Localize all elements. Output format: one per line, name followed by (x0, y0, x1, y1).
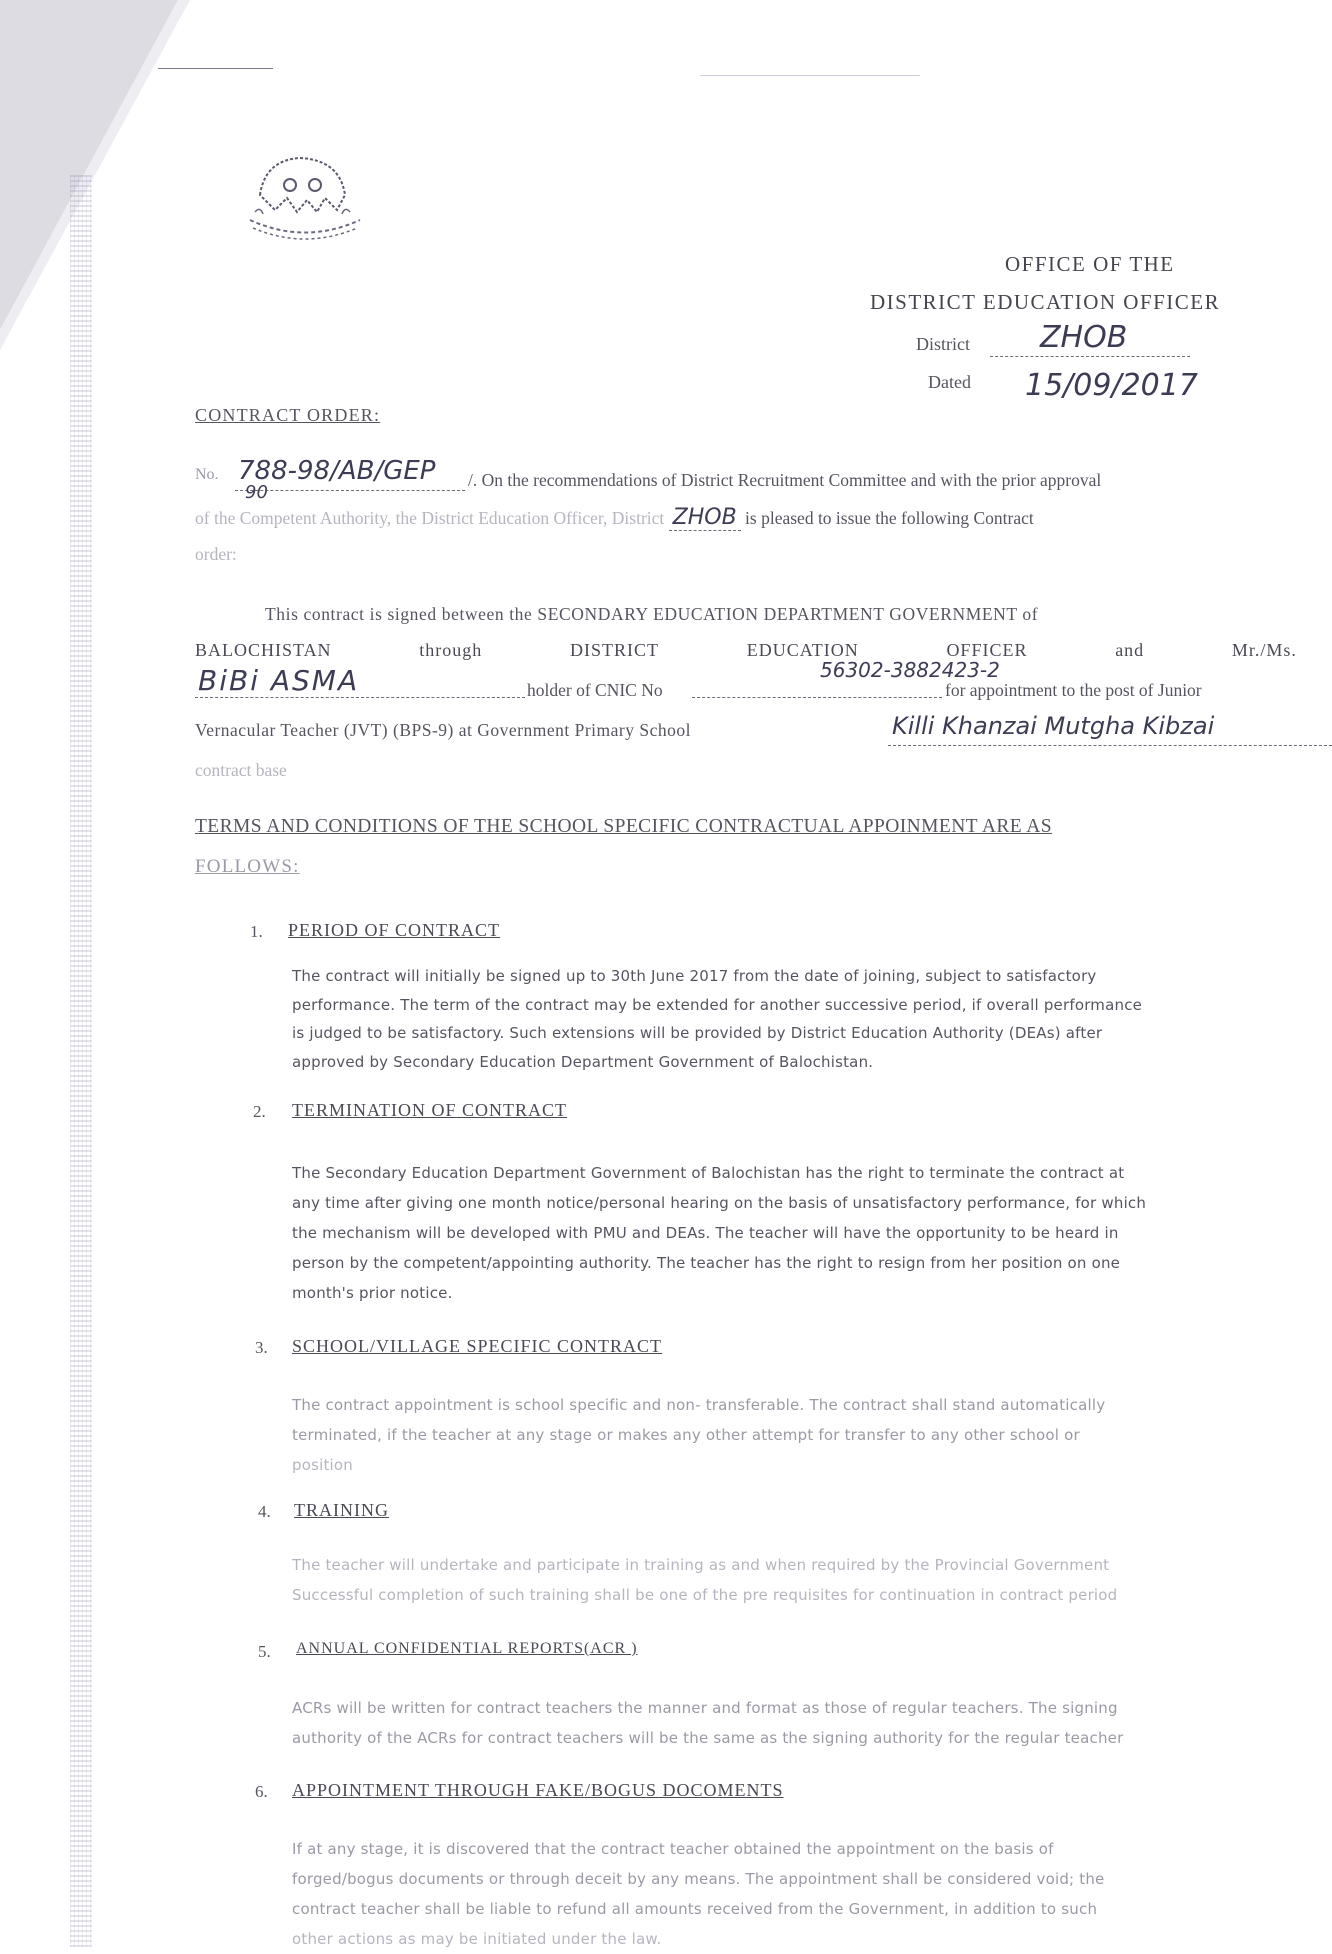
section-3-number: 3. (255, 1338, 268, 1357)
word-balochistan: BALOCHISTAN (195, 640, 332, 660)
section-5-line: authority of the ACRs for contract teachers will be the same as the signing authority for the regular teacher (292, 1729, 1124, 1747)
section-6-line: contract teacher shall be liable to refund all amounts received from the Government, in addition to such (292, 1900, 1098, 1918)
section-3-line: position (292, 1456, 354, 1474)
section-5-body (292, 1693, 1314, 1753)
section-3-body (292, 1390, 1314, 1480)
terms-heading-line1: TERMS AND CONDITIONS OF THE SCHOOL SPECIFIC CONTRACTUAL APPOINMENT ARE AS (195, 816, 1052, 837)
section-1-line: is judged to be satisfactory. Such extensions will be provided by District Education Authority (DEAs) after (292, 1024, 1103, 1042)
section-4-line: The teacher will undertake and participate in training as and when required by the Provincial Government (292, 1556, 1110, 1574)
intro-district-value: ZHOB (669, 505, 741, 531)
section-2-line: the mechanism will be developed with PMU and DEAs. The teacher will have the opportunity to be heard in (292, 1224, 1119, 1242)
contract-para-line1: This contract is signed between the SECONDARY EDUCATION DEPARTMENT GOVERNMENT of (265, 604, 1039, 624)
word-officer: OFFICER (946, 640, 1028, 660)
dated-value: 15/09/2017 (1025, 368, 1198, 403)
cnic-value: 56302-3882423-2 (820, 658, 1000, 682)
office-title-line1: OFFICE OF THE (1005, 252, 1175, 276)
section-4-number: 4. (258, 1502, 271, 1521)
section-3-line: The contract appointment is school specific and non- transferable. The contract shall stand automatically (292, 1396, 1106, 1414)
section-2-line: month's prior notice. (292, 1284, 453, 1302)
word-and: and (1115, 640, 1145, 660)
section-1-line: performance. The term of the contract may be extended for another successive period, if overall performance (292, 995, 1143, 1014)
government-emblem-icon (245, 150, 365, 250)
section-4-body (292, 1550, 1314, 1610)
section-4-title: TRAINING (294, 1500, 389, 1520)
order-no-value: 788-98/AB/GEP (238, 456, 436, 486)
section-6-title: APPOINTMENT THROUGH FAKE/BOGUS DOCOMENTS (292, 1780, 784, 1800)
dated-label: Dated (928, 372, 971, 392)
holder-cnic-text: holder of CNIC No (527, 680, 663, 700)
section-3-line: terminated, if the teacher at any stage or makes any other attempt for transfer to any other school or (292, 1426, 1080, 1444)
word-mr-ms: Mr./Ms. (1231, 640, 1297, 660)
scan-edge-noise (70, 175, 92, 1947)
word-education: EDUCATION (746, 640, 859, 660)
contract-para-line2 (195, 640, 1297, 661)
employee-name-value: BiBi ASMA (198, 664, 360, 697)
section-3-title: SCHOOL/VILLAGE SPECIFIC CONTRACT (292, 1336, 663, 1356)
section-2-line: person by the competent/appointing authority. The teacher has the right to resign from her position on one (292, 1254, 1121, 1272)
top-rule (158, 68, 273, 69)
section-1-line: The contract will initially be signed up to 30th June 2017 from the date of joining, subject to satisfactory (292, 967, 1097, 985)
district-value: ZHOB (1040, 320, 1128, 355)
office-title-line2: DISTRICT EDUCATION OFFICER (870, 290, 1221, 314)
section-4-line: Successful completion of such training shall be one of the pre requisites for continuation in contract period (292, 1586, 1118, 1604)
word-district: DISTRICT (570, 640, 659, 660)
section-6-line: forged/bogus documents or through deceit by any means. The appointment shall be considered void; the (292, 1870, 1105, 1888)
section-2-number: 2. (253, 1102, 266, 1121)
contract-para-line4: Vernacular Teacher (JVT) (BPS-9) at Government Primary School (195, 720, 691, 740)
section-1-line: approved by Secondary Education Department Government of Balochistan. (292, 1052, 874, 1071)
section-2-line: any time after giving one month notice/personal hearing on the basis of unsatisfactory performance, for which (292, 1194, 1147, 1212)
section-1-body (292, 962, 1314, 1076)
section-6-body (292, 1834, 1314, 1954)
school-blank-line (888, 745, 1332, 746)
order-intro-line2-end: is pleased to issue the following Contract (745, 508, 1034, 528)
order-no-blank (235, 490, 465, 491)
section-6-number: 6. (255, 1782, 268, 1801)
section-1-number: 1. (250, 922, 263, 941)
top-rule-faint (700, 75, 920, 76)
section-1-title: PERIOD OF CONTRACT (288, 920, 501, 940)
terms-heading-line2: FOLLOWS: (195, 856, 300, 877)
section-2-title: TERMINATION OF CONTRACT (292, 1100, 567, 1120)
name-blank-line (195, 697, 525, 698)
section-5-number: 5. (258, 1642, 271, 1661)
school-name-value: Killi Khanzai Mutgha Kibzai (892, 712, 1215, 740)
appointment-text: for appointment to the post of Junior (945, 680, 1202, 700)
order-intro-line3: order: (195, 544, 237, 564)
section-2-body (292, 1158, 1314, 1308)
section-6-line: other actions as may be initiated under the law. (292, 1930, 662, 1948)
order-intro-line1: /. On the recommendations of District Recruitment Committee and with the prior approval (468, 470, 1102, 490)
district-blank-line (990, 356, 1190, 357)
contract-order-title: CONTRACT ORDER: (195, 405, 381, 425)
word-through: through (419, 640, 483, 660)
order-no-sub-value: 90 (245, 482, 268, 503)
section-6-line: If at any stage, it is discovered that the contract teacher obtained the appointment on the basis of (292, 1840, 1054, 1858)
section-5-line: ACRs will be written for contract teachers the manner and format as those of regular teachers. The signing (292, 1699, 1118, 1717)
cnic-blank-line (692, 697, 942, 698)
contract-para-line5: contract base (195, 760, 287, 780)
order-no-label: No. (195, 466, 219, 483)
order-intro-line2-start: of the Competent Authority, the District Education Officer, District (195, 508, 665, 528)
section-2-line: The Secondary Education Department Government of Balochistan has the right to terminate the contract at (292, 1164, 1125, 1182)
section-5-title: ANNUAL CONFIDENTIAL REPORTS(ACR ) (296, 1640, 638, 1657)
district-label: District (916, 334, 970, 354)
